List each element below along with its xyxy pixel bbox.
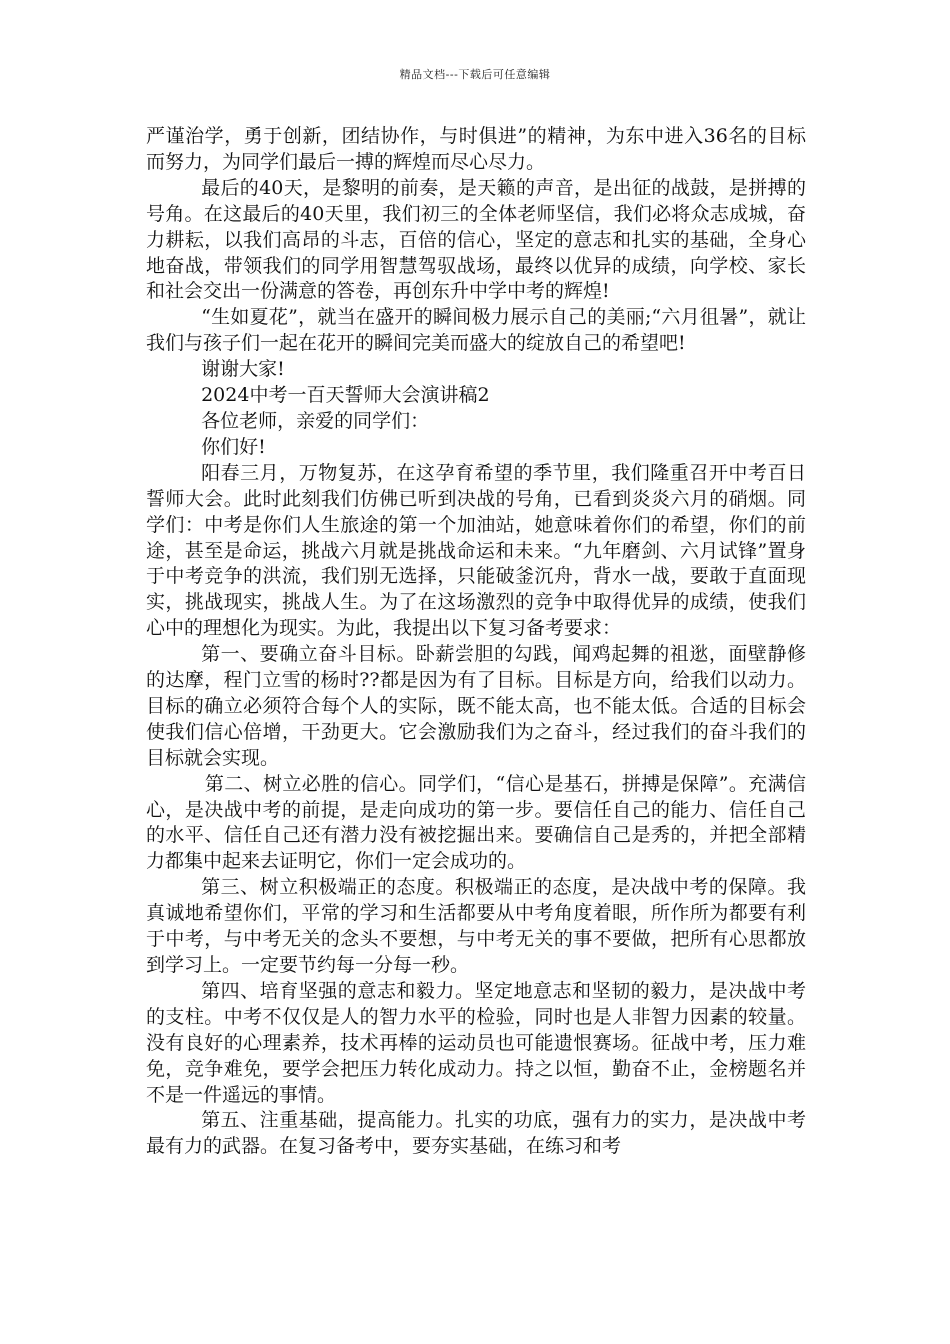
paragraph-point-5: 第五、注重基础，提高能力。扎实的功底，强有力的实力，是决战中考最有力的武器。在复习备考中，要夯实基础，在练习和考 [146, 1109, 806, 1158]
salutation: 各位老师，亲爱的同学们： [201, 409, 430, 432]
paragraph-point-1: 第一、要确立奋斗目标。卧薪尝胆的勾践，闻鸡起舞的祖逖，面壁静修的达摩，程门立雪的杨时??都是因为有了目标。目标是方向，给我们以动力。目标的确立必须符合每个人的实际，既不能太高，也不能太低。合适的目标会使我们信心倍增，干劲更大。它会激励我们为之奋斗，经过我们的奋斗我们的目标就会实现。 [146, 643, 806, 769]
paragraph-2: 最后的40天，是黎明的前奏，是天籁的声音，是出征的战鼓，是拼搏的号角。在这最后的40天里，我们初三的全体老师坚信，我们必将众志成城，奋力耕耘，以我们高昂的斗志，百倍的信心，坚定的意志和扎实的基础，全身心地奋战，带领我们的同学用智慧驾驭战场，最终以优异的成绩，向学校、家长和社会交出一份满意的答卷，再创东升中学中考的辉煌! [146, 176, 806, 303]
speech-title: 2024中考一百天誓师大会演讲稿2 [201, 384, 490, 407]
paragraph-3: “生如夏花”，就当在盛开的瞬间极力展示自己的美丽;“六月徂暑”，就让我们与孩子们一起在花开的瞬间完美而盛大的绽放自己的希望吧! [146, 306, 806, 355]
paragraph-1: 严谨治学，勇于创新，团结协作，与时俱进”的精神，为东中进入36名的目标而努力，为同学们最后一搏的辉煌而尽心尽力。 [146, 125, 806, 173]
paragraph-intro: 阳春三月，万物复苏，在这孕育希望的季节里，我们隆重召开中考百日誓师大会。此时此刻我们仿佛已听到决战的号角，已看到炎炎六月的硝烟。同学们：中考是你们人生旅途的第一个加油站，她意味着你们的希望，你们的前途，甚至是命运，挑战六月就是挑战命运和未来。“九年磨剑、六月试锋”置身于中考竞争的洪流，我们别无选择，只能破釜沉舟，背水一战，要敢于直面现实，挑战现实，挑战人生。为了在这场激烈的竞争中取得优异的成绩，使我们心中的理想化为现实。为此，我提出以下复习备考要求： [146, 461, 806, 640]
greeting: 你们好! [201, 435, 266, 458]
paragraph-point-2: 第二、树立必胜的信心。同学们，“信心是基石，拼搏是保障”。充满信心，是决战中考的前提，是走向成功的第一步。要信任自己的能力、信任自己的水平、信任自己还有潜力没有被挖掘出来。要确信自己是秀的，并把全部精力都集中起来去证明它，你们一定会成功的。 [146, 772, 806, 873]
page-header: 精品文档---下载后可任意编辑 [399, 68, 551, 81]
paragraph-point-4: 第四、培育坚强的意志和毅力。坚定地意志和坚韧的毅力，是决战中考的支柱。中考不仅仅是人的智力水平的检验，同时也是人非智力因素的较量。没有良好的心理素养，技术再棒的运动员也可能遗恨赛场。征战中考，压力难免，竞争难免，要学会把压力转化成动力。持之以恒，勤奋不止，金榜题名并不是一件遥远的事情。 [146, 979, 806, 1106]
paragraph-4: 谢谢大家! [201, 358, 285, 381]
paragraph-point-3: 第三、树立积极端正的态度。积极端正的态度，是决战中考的保障。我真诚地希望你们，平常的学习和生活都要从中考角度着眼，所作所为都要有利于中考，与中考无关的念头不要想，与中考无关的事不要做，把所有心思都放到学习上。一定要节约每一分每一秒。 [146, 876, 806, 976]
document-body [146, 124, 806, 1160]
